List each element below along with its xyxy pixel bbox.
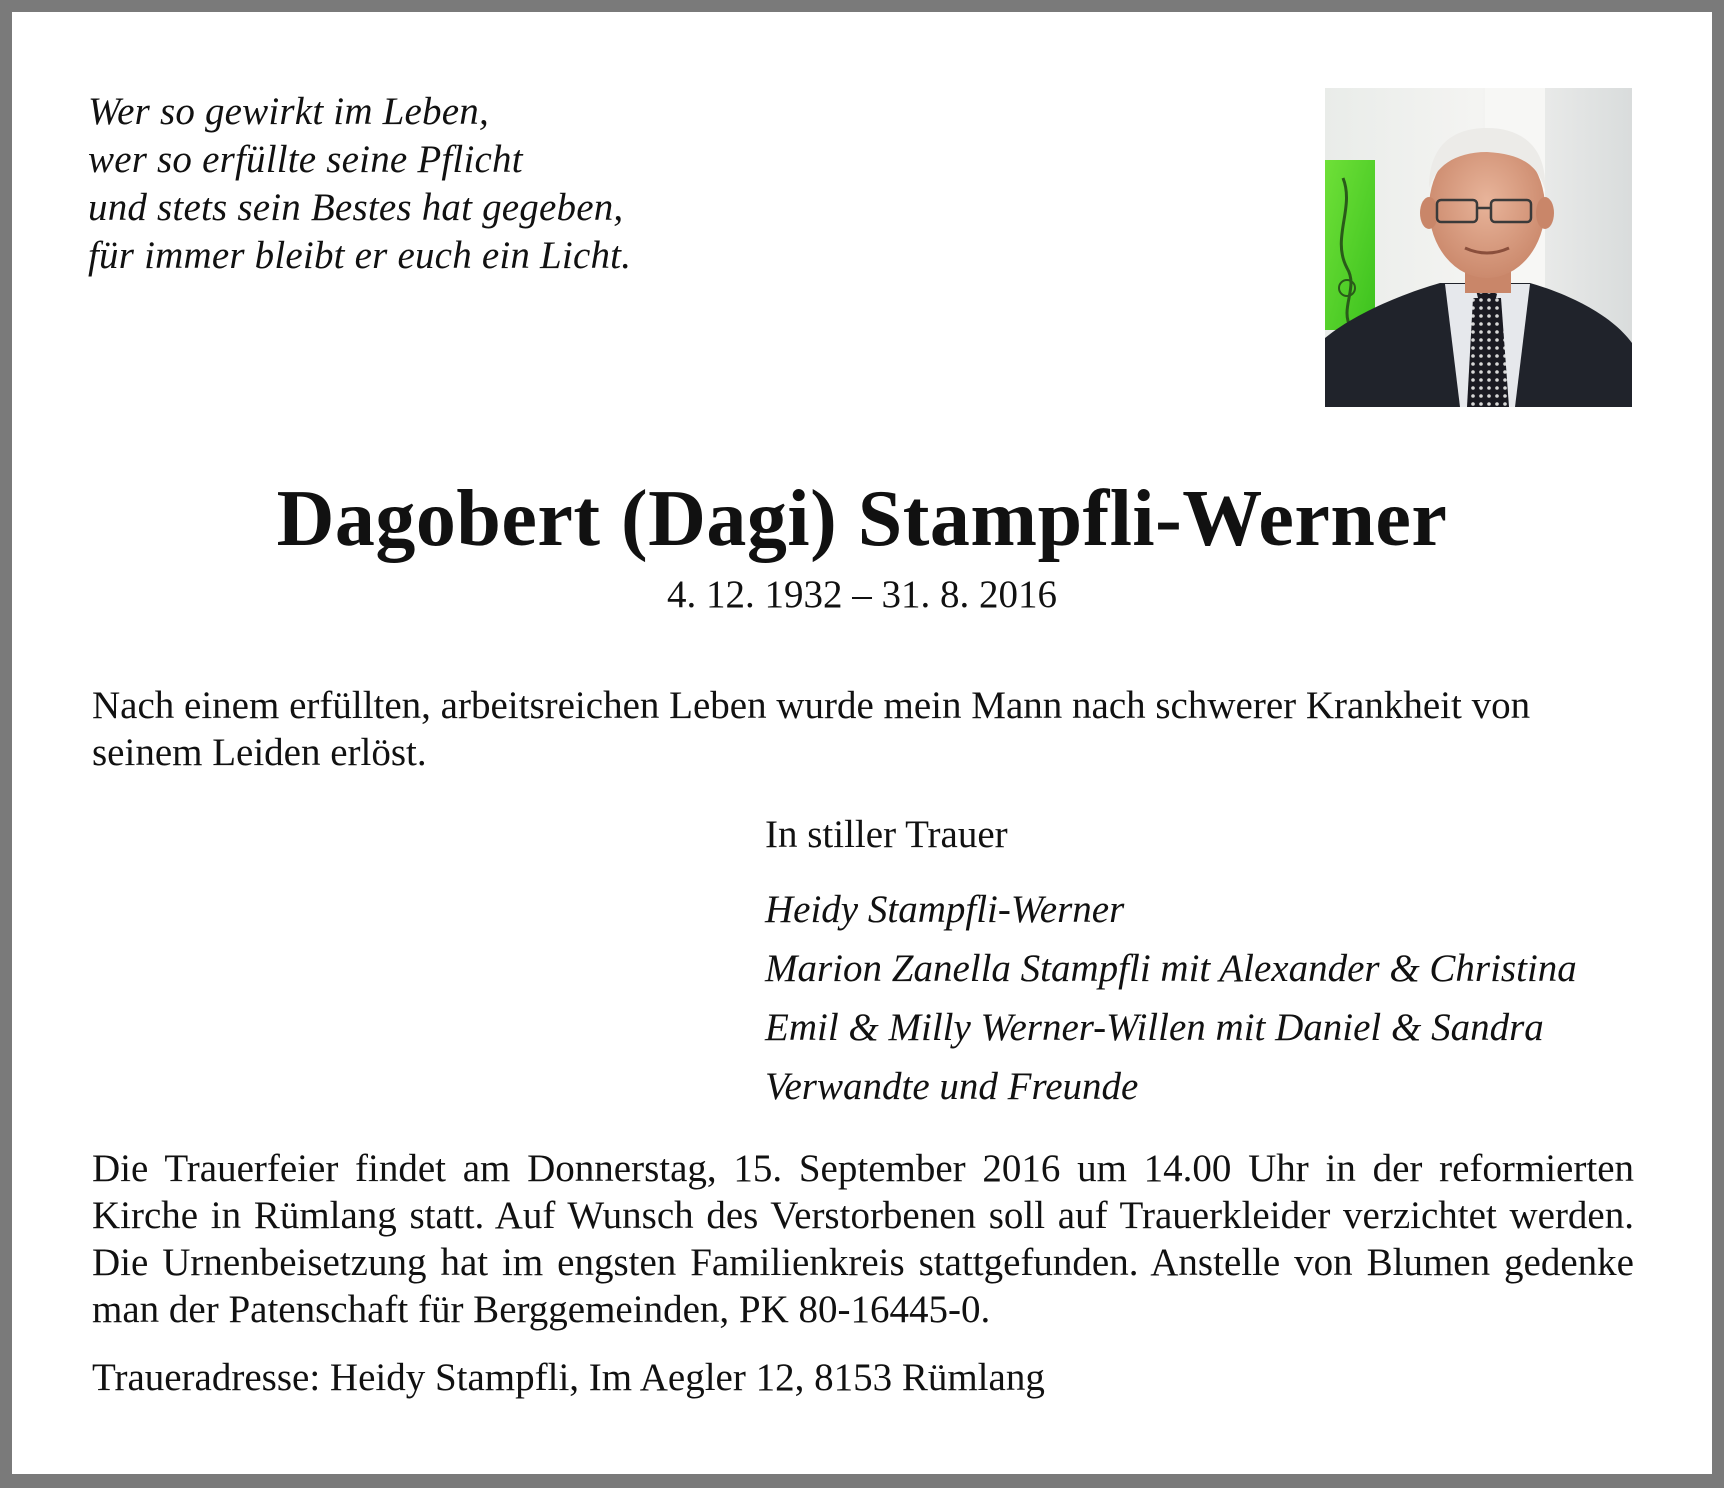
- poem-line: wer so erfüllte seine Pflicht: [88, 138, 523, 181]
- portrait-photo: [1325, 88, 1632, 407]
- memorial-poem: [88, 88, 631, 280]
- intro-text: Nach einem erfüllten, arbeitsreichen Leben wurde mein Mann nach schwerer Krankheit von seinem Leiden erlöst.: [92, 684, 1531, 774]
- poem-line: für immer bleibt er euch ein Licht.: [88, 234, 632, 277]
- deceased-name: Dagobert (Dagi) Stampfli-Werner: [276, 475, 1448, 563]
- ceremony-text: Die Trauerfeier findet am Donnerstag, 15. September 2016 um 14.00 Uhr in der reformierten Kirche in Rümlang statt. Auf Wunsch des Verstorbenen soll auf Trauerkleider verzichtet werden. Die Urnenbeisetzung hat im engsten Familienkreis stattgefunden. Anstelle von Blumen gedenke man der Patenschaft für Berggemeinden, PK 80-16445-0.: [92, 1147, 1634, 1331]
- poem-line: Wer so gewirkt im Leben,: [88, 90, 489, 133]
- mourning-address: Traueradresse: Heidy Stampfli, Im Aegler 12, 8153 Rümlang: [92, 1356, 1045, 1399]
- mourner-name: Emil & Milly Werner-Willen mit Daniel & Sandra: [765, 1006, 1544, 1049]
- mourner-name: Marion Zanella Stampfli mit Alexander & Christina: [765, 947, 1577, 990]
- obituary-page: [12, 12, 1712, 1474]
- mourner-name: Heidy Stampfli-Werner: [765, 888, 1125, 931]
- mourner-name: Verwandte und Freunde: [765, 1065, 1139, 1108]
- mourning-heading: In stiller Trauer: [765, 813, 1008, 856]
- life-dates: 4. 12. 1932 – 31. 8. 2016: [667, 573, 1057, 616]
- poem-line: und stets sein Bestes hat gegeben,: [88, 186, 624, 229]
- mourners-list: [765, 880, 1577, 1116]
- portrait-photo-image: [1325, 88, 1632, 407]
